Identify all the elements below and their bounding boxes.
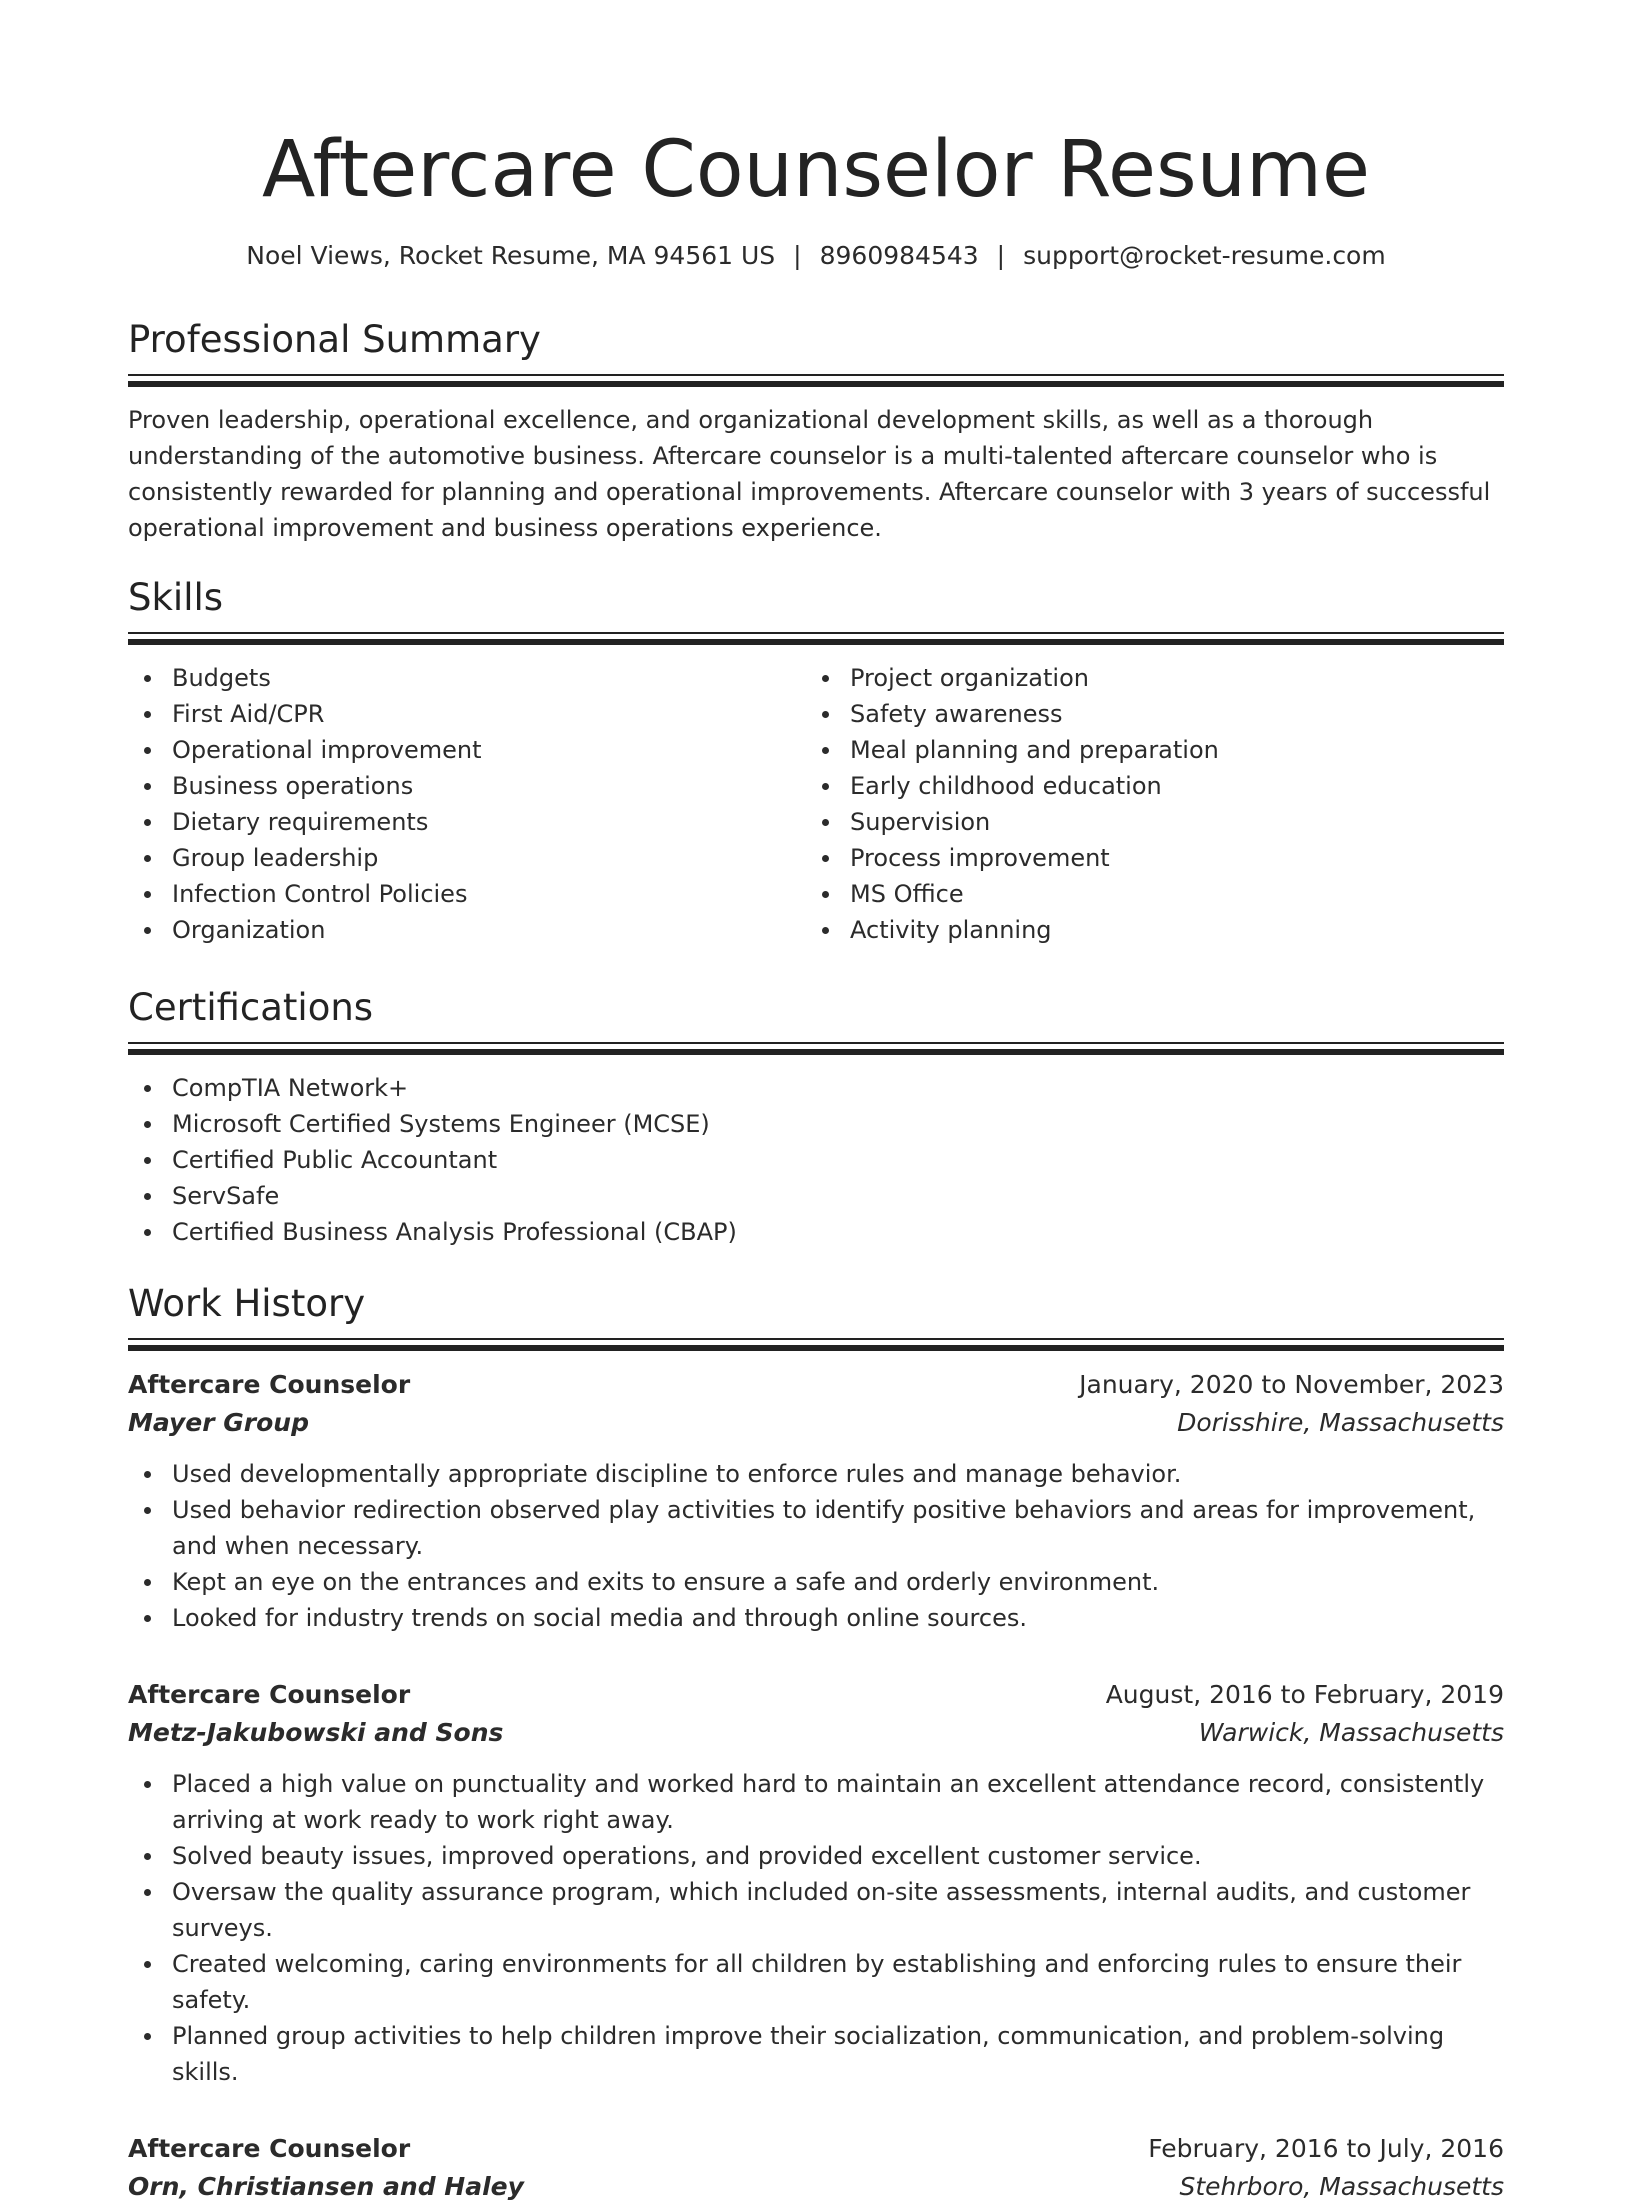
job-location: Warwick, Massachusetts [1198,1718,1504,1747]
list-item: Placed a high value on punctuality and worked hard to maintain an excellent attendance record, consistently arriving at work ready to work right away. [172,1766,1504,1838]
job-duties-list [128,1766,1504,2090]
list-item: Dietary requirements [172,804,806,840]
skills-section [128,574,1504,948]
job-duties-list [128,1456,1504,1636]
certifications-section [128,984,1504,1250]
job-dates: January, 2020 to November, 2023 [1079,1370,1504,1399]
list-item: ServSafe [172,1178,1504,1214]
job-dates: February, 2016 to July, 2016 [1148,2134,1504,2163]
list-item: MS Office [850,876,1484,912]
section-divider [128,374,1504,388]
work-history-heading: Work History [128,1282,366,1325]
job-company-row [128,2168,1504,2206]
job-title: Aftercare Counselor [128,1370,411,1399]
work-history-section [128,1280,1504,2206]
list-item: Looked for industry trends on social media and through online sources. [172,1600,1504,1636]
job-company: Metz-Jakubowski and Sons [128,1718,504,1747]
list-item: Infection Control Policies [172,876,806,912]
list-item: Project organization [850,660,1484,696]
contact-address: Noel Views, Rocket Resume, MA 94561 US [246,241,776,270]
summary-section [128,316,1504,546]
job-location: Dorisshire, Massachusetts [1177,1408,1504,1437]
list-item: Solved beauty issues, improved operations, and provided excellent customer service. [172,1838,1504,1874]
job-entry [128,1676,1504,2090]
job-title: Aftercare Counselor [128,1680,411,1709]
list-item: Created welcoming, caring environments for all children by establishing and enforcing rules to ensure their safety. [172,1946,1504,2018]
job-location: Stehrboro, Massachusetts [1179,2172,1504,2201]
skills-columns [128,646,1504,948]
list-item: Organization [172,912,806,948]
contact-separator: | [793,241,802,270]
jobs-container [128,1366,1504,2206]
list-item: Early childhood education [850,768,1484,804]
contact-line [128,238,1504,274]
job-header-row [128,2130,1504,2168]
certifications-list [128,1070,1504,1250]
certifications-heading: Certifications [128,986,374,1029]
section-divider [128,632,1504,646]
list-item: Used behavior redirection observed play activities to identify positive behaviors and areas for improvement, and when necessary. [172,1492,1504,1564]
job-entry [128,1366,1504,1636]
job-company-row [128,1714,1504,1752]
job-company: Orn, Christiansen and Haley [128,2172,524,2201]
job-dates: August, 2016 to February, 2019 [1105,1680,1504,1709]
list-item: Oversaw the quality assurance program, which included on-site assessments, internal audits, and customer surveys. [172,1874,1504,1946]
list-item: Used developmentally appropriate discipline to enforce rules and manage behavior. [172,1456,1504,1492]
job-title: Aftercare Counselor [128,2134,411,2163]
job-header-row [128,1366,1504,1404]
skills-list-left [128,660,806,948]
summary-heading: Professional Summary [128,318,541,361]
list-item: Process improvement [850,840,1484,876]
list-item: Planned group activities to help children improve their socialization, communication, and problem-solving skills. [172,2018,1504,2090]
list-item: Group leadership [172,840,806,876]
list-item: Safety awareness [850,696,1484,732]
list-item: Operational improvement [172,732,806,768]
contact-separator: | [996,241,1006,270]
section-divider [128,1338,1504,1352]
list-item: Kept an eye on the entrances and exits to ensure a safe and orderly environment. [172,1564,1504,1600]
list-item: Microsoft Certified Systems Engineer (MCSE) [172,1106,1504,1142]
skills-column-right [806,646,1484,948]
job-entry [128,2130,1504,2206]
summary-text: Proven leadership, operational excellence, and organizational development skills, as well as a thorough understanding of the automotive business. Aftercare counselor is a multi-talented aftercare counselor who is consistently rewarded for planning and operational improvements. Aftercare counselor with 3 years of successful operational improvement and business operations experience. [128,406,1491,542]
skills-list-right [806,660,1484,948]
skills-heading: Skills [128,576,224,619]
list-item: Certified Business Analysis Professional (CBAP) [172,1214,1504,1250]
list-item: Supervision [850,804,1484,840]
list-item: Meal planning and preparation [850,732,1484,768]
list-item: Business operations [172,768,806,804]
list-item: Certified Public Accountant [172,1142,1504,1178]
job-company: Mayer Group [128,1408,309,1437]
list-item: Activity planning [850,912,1484,948]
contact-email: support@rocket-resume.com [1023,241,1386,270]
list-item: Budgets [172,660,806,696]
section-divider [128,1042,1504,1056]
skills-column-left [128,646,806,948]
list-item: First Aid/CPR [172,696,806,732]
job-header-row [128,1676,1504,1714]
resume-title: Aftercare Counselor Resume [261,125,1371,215]
contact-phone: 8960984543 [819,241,979,270]
job-company-row [128,1404,1504,1442]
list-item: CompTIA Network+ [172,1070,1504,1106]
